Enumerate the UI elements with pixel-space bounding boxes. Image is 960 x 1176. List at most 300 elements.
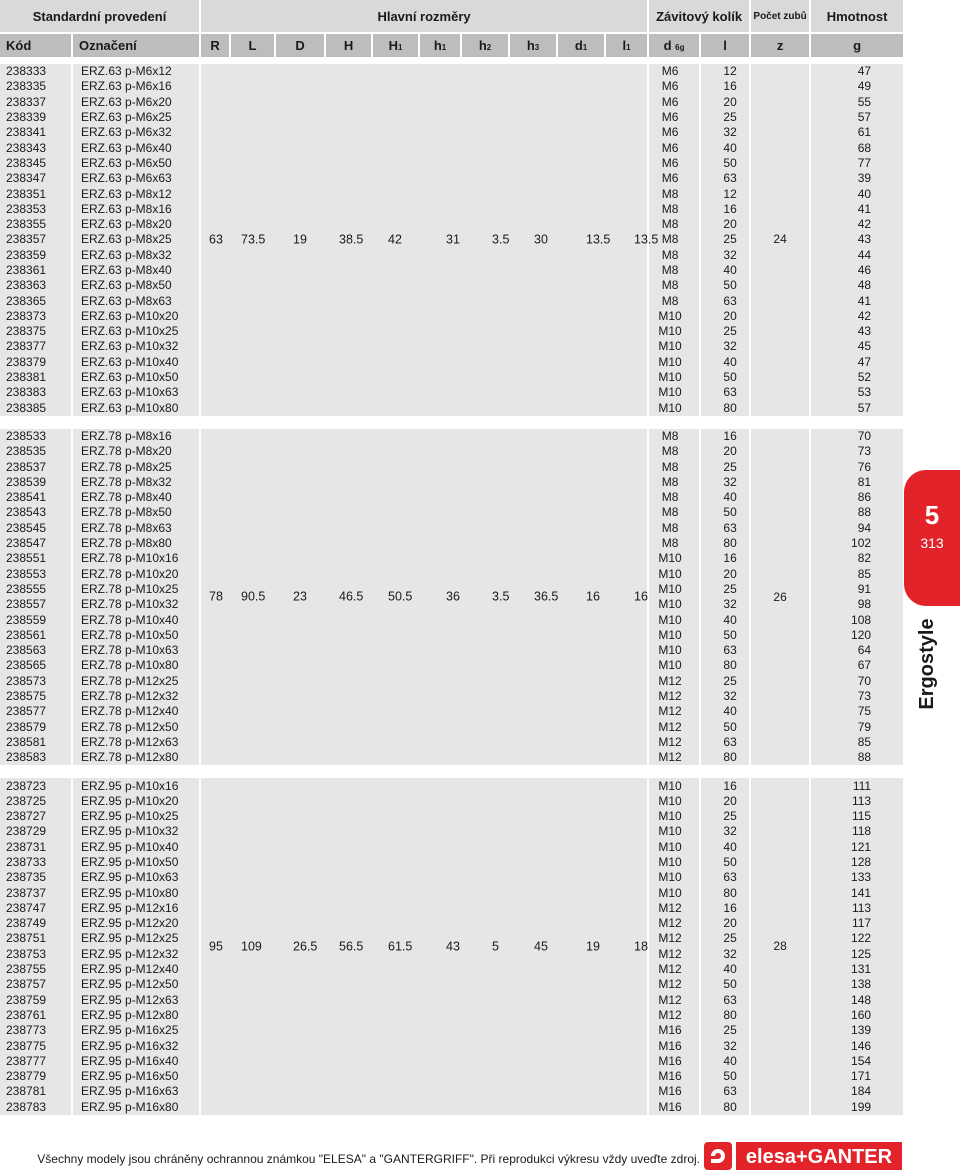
cell-code: 238731 [0, 840, 72, 855]
cell-weight: 48 [810, 278, 904, 293]
col-h1-header [419, 33, 461, 57]
dim-value: 23 [293, 589, 307, 604]
cell-thread-d: M12 [648, 719, 700, 734]
cell-thread-d: M6 [648, 156, 700, 171]
cell-code: 238761 [0, 1008, 72, 1023]
cell-weight: 75 [810, 704, 904, 719]
cell-weight: 57 [810, 110, 904, 125]
col-code-header: Kód [0, 33, 72, 57]
cell-weight: 70 [810, 429, 904, 444]
col-d1-main: d [574, 38, 583, 53]
table-row [0, 778, 904, 793]
cell-code: 238355 [0, 217, 72, 232]
dim-value: 63 [209, 232, 223, 247]
col-l1-header [605, 33, 648, 57]
cell-code: 238723 [0, 778, 72, 793]
col-R-header: R [200, 33, 230, 57]
cell-thread-d: M10 [648, 309, 700, 324]
cell-designation: ERZ.95 p-M12x40 [72, 962, 200, 977]
cell-designation: ERZ.78 p-M12x50 [72, 719, 200, 734]
cell-thread-d: M10 [648, 385, 700, 400]
cell-code: 238725 [0, 794, 72, 809]
cell-code: 238547 [0, 536, 72, 551]
dim-value: 30 [534, 232, 548, 247]
cell-designation: ERZ.63 p-M8x50 [72, 278, 200, 293]
cell-designation: ERZ.78 p-M10x20 [72, 567, 200, 582]
cell-thread-l: 40 [700, 355, 750, 370]
cell-code: 238573 [0, 674, 72, 689]
cell-weight: 111 [810, 778, 904, 793]
cell-weight: 128 [810, 855, 904, 870]
dim-value: 26.5 [293, 939, 318, 954]
cell-designation: ERZ.63 p-M8x20 [72, 217, 200, 232]
col-d-main: d [663, 38, 672, 53]
cell-code: 238579 [0, 719, 72, 734]
cell-designation: ERZ.95 p-M12x50 [72, 977, 200, 992]
logo-text: elesa+GANTER [745, 1146, 893, 1168]
cell-designation: ERZ.78 p-M8x16 [72, 429, 200, 444]
cell-thread-l: 50 [700, 505, 750, 520]
page-number: 313 [920, 535, 944, 551]
cell-designation: ERZ.63 p-M8x25 [72, 232, 200, 247]
cell-thread-d: M10 [648, 582, 700, 597]
cell-thread-l: 32 [700, 597, 750, 612]
cell-designation: ERZ.78 p-M8x50 [72, 505, 200, 520]
dim-value: 61.5 [388, 939, 413, 954]
cell-thread-d: M10 [648, 824, 700, 839]
col-g-header: g [810, 33, 904, 57]
dim-value: 13.5 [634, 232, 659, 247]
cell-code: 238545 [0, 521, 72, 536]
cell-weight: 141 [810, 885, 904, 900]
cell-weight: 122 [810, 931, 904, 946]
cell-designation: ERZ.78 p-M12x25 [72, 674, 200, 689]
cell-thread-d: M12 [648, 704, 700, 719]
cell-thread-d: M10 [648, 628, 700, 643]
cell-thread-d: M10 [648, 355, 700, 370]
cell-designation: ERZ.78 p-M10x80 [72, 658, 200, 673]
cell-thread-l: 20 [700, 95, 750, 110]
cell-thread-d: M8 [648, 536, 700, 551]
cell-thread-l: 50 [700, 855, 750, 870]
elesa-ganter-logo [704, 1141, 902, 1171]
cell-weight: 88 [810, 750, 904, 765]
cell-designation: ERZ.95 p-M12x80 [72, 1008, 200, 1023]
cell-thread-d: M16 [648, 1069, 700, 1084]
cell-designation: ERZ.78 p-M12x40 [72, 704, 200, 719]
cell-thread-l: 32 [700, 689, 750, 704]
cell-thread-d: M6 [648, 110, 700, 125]
cell-weight: 61 [810, 125, 904, 140]
cell-thread-l: 32 [700, 1038, 750, 1053]
footer-note: Všechny modely jsou chráněny ochrannou známkou "ELESA" a "GANTERGRIFF". Při reprodukci výkresu vždy uveďte zdroj. [37, 1152, 700, 1166]
cell-code: 238339 [0, 110, 72, 125]
cell-weight: 41 [810, 293, 904, 308]
cell-weight: 85 [810, 567, 904, 582]
cell-code: 238539 [0, 475, 72, 490]
cell-thread-d: M8 [648, 429, 700, 444]
cell-weight: 46 [810, 263, 904, 278]
cell-code: 238559 [0, 612, 72, 627]
cell-thread-d: M8 [648, 521, 700, 536]
cell-designation: ERZ.63 p-M6x32 [72, 125, 200, 140]
cell-designation: ERZ.95 p-M10x50 [72, 855, 200, 870]
cell-code: 238581 [0, 735, 72, 750]
cell-thread-l: 20 [700, 217, 750, 232]
cell-thread-d: M10 [648, 324, 700, 339]
cell-weight: 102 [810, 536, 904, 551]
cell-thread-d: M10 [648, 612, 700, 627]
table-body [0, 64, 904, 1115]
cell-thread-d: M16 [648, 1038, 700, 1053]
cell-code: 238375 [0, 324, 72, 339]
dim-value: 3.5 [492, 232, 510, 247]
col-h2-header [461, 33, 509, 57]
cell-weight: 199 [810, 1100, 904, 1115]
cell-thread-d: M10 [648, 643, 700, 658]
cell-thread-l: 20 [700, 567, 750, 582]
cell-thread-l: 63 [700, 293, 750, 308]
col-H1-header [372, 33, 419, 57]
cell-weight: 82 [810, 551, 904, 566]
cell-weight: 133 [810, 870, 904, 885]
cell-thread-l: 12 [700, 64, 750, 79]
cell-thread-d: M6 [648, 171, 700, 186]
cell-weight: 42 [810, 309, 904, 324]
cell-thread-d: M8 [648, 248, 700, 263]
cell-weight: 86 [810, 490, 904, 505]
cell-designation: ERZ.78 p-M8x63 [72, 521, 200, 536]
cell-code: 238735 [0, 870, 72, 885]
cell-thread-l: 32 [700, 947, 750, 962]
cell-thread-l: 16 [700, 79, 750, 94]
cell-designation: ERZ.78 p-M8x40 [72, 490, 200, 505]
col-desc-header: Označení [72, 33, 200, 57]
cell-designation: ERZ.95 p-M16x63 [72, 1084, 200, 1099]
cell-designation: ERZ.78 p-M12x63 [72, 735, 200, 750]
cell-designation: ERZ.63 p-M10x25 [72, 324, 200, 339]
col-l-header: l [700, 33, 750, 57]
cell-designation: ERZ.63 p-M8x63 [72, 293, 200, 308]
cell-thread-l: 16 [700, 901, 750, 916]
cell-code: 238357 [0, 232, 72, 247]
cell-thread-d: M8 [648, 490, 700, 505]
cell-thread-l: 12 [700, 186, 750, 201]
cell-code: 238365 [0, 293, 72, 308]
cell-thread-d: M6 [648, 125, 700, 140]
cell-weight: 47 [810, 355, 904, 370]
cell-weight: 40 [810, 186, 904, 201]
cell-thread-l: 80 [700, 536, 750, 551]
cell-designation: ERZ.63 p-M10x80 [72, 401, 200, 416]
cell-thread-l: 80 [700, 1100, 750, 1115]
cell-thread-l: 63 [700, 171, 750, 186]
cell-weight: 45 [810, 339, 904, 354]
cell-designation: ERZ.95 p-M16x25 [72, 1023, 200, 1038]
cell-thread-l: 63 [700, 521, 750, 536]
col-l1-sub: 1 [626, 43, 631, 52]
cell-thread-l: 63 [700, 643, 750, 658]
cell-weight: 146 [810, 1038, 904, 1053]
cell-designation: ERZ.78 p-M10x16 [72, 551, 200, 566]
cell-designation: ERZ.63 p-M6x16 [72, 79, 200, 94]
cell-weight: 41 [810, 202, 904, 217]
cell-designation: ERZ.63 p-M8x12 [72, 186, 200, 201]
cell-weight: 171 [810, 1069, 904, 1084]
dim-value: 78 [209, 589, 223, 604]
cell-code: 238561 [0, 628, 72, 643]
cell-code: 238541 [0, 490, 72, 505]
cell-weight: 85 [810, 735, 904, 750]
cell-code: 238727 [0, 809, 72, 824]
cell-thread-d: M10 [648, 370, 700, 385]
cell-code: 238737 [0, 885, 72, 900]
cell-designation: ERZ.63 p-M10x32 [72, 339, 200, 354]
cell-weight: 98 [810, 597, 904, 612]
cell-designation: ERZ.78 p-M8x25 [72, 459, 200, 474]
cell-designation: ERZ.95 p-M10x40 [72, 840, 200, 855]
header-gap [0, 57, 904, 64]
cell-thread-l: 40 [700, 1054, 750, 1069]
cell-code: 238335 [0, 79, 72, 94]
cell-designation: ERZ.78 p-M8x32 [72, 475, 200, 490]
cell-weight: 184 [810, 1084, 904, 1099]
dim-value: 43 [446, 939, 460, 954]
cell-weight: 76 [810, 459, 904, 474]
cell-thread-d: M12 [648, 735, 700, 750]
col-h2-sub: 2 [486, 43, 492, 52]
cell-designation: ERZ.63 p-M6x12 [72, 64, 200, 79]
main-dimensions-cell [200, 429, 648, 766]
cell-code: 238353 [0, 202, 72, 217]
cell-thread-d: M10 [648, 339, 700, 354]
dim-value: 56.5 [339, 939, 364, 954]
cell-weight: 91 [810, 582, 904, 597]
dim-value: 16 [634, 589, 648, 604]
cell-thread-d: M8 [648, 186, 700, 201]
cell-code: 238575 [0, 689, 72, 704]
chapter-tab [904, 470, 960, 606]
cell-weight: 88 [810, 505, 904, 520]
cell-thread-d: M8 [648, 505, 700, 520]
cell-code: 238351 [0, 186, 72, 201]
teeth-count-cell: 28 [750, 778, 810, 1115]
dim-value: 13.5 [586, 232, 611, 247]
cell-thread-d: M8 [648, 475, 700, 490]
group-separator [0, 765, 904, 778]
cell-weight: 138 [810, 977, 904, 992]
cell-thread-l: 80 [700, 401, 750, 416]
cell-thread-d: M12 [648, 931, 700, 946]
cell-thread-l: 16 [700, 429, 750, 444]
cell-designation: ERZ.95 p-M16x40 [72, 1054, 200, 1069]
cell-thread-l: 25 [700, 110, 750, 125]
cell-thread-d: M10 [648, 885, 700, 900]
cell-code: 238577 [0, 704, 72, 719]
cell-thread-d: M12 [648, 962, 700, 977]
cell-code: 238383 [0, 385, 72, 400]
cell-designation: ERZ.78 p-M10x63 [72, 643, 200, 658]
cell-code: 238729 [0, 824, 72, 839]
cell-thread-d: M16 [648, 1084, 700, 1099]
category-label: Ergostyle [916, 618, 938, 710]
cell-code: 238337 [0, 95, 72, 110]
cell-code: 238751 [0, 931, 72, 946]
cell-code: 238385 [0, 401, 72, 416]
cell-code: 238555 [0, 582, 72, 597]
cell-weight: 57 [810, 401, 904, 416]
cell-thread-d: M10 [648, 778, 700, 793]
cell-weight: 43 [810, 324, 904, 339]
cell-thread-d: M10 [648, 809, 700, 824]
header-column-row [0, 33, 904, 57]
teeth-count-cell: 24 [750, 64, 810, 416]
dim-value: 42 [388, 232, 402, 247]
cell-thread-l: 80 [700, 885, 750, 900]
group-separator [0, 416, 904, 429]
cell-designation: ERZ.78 p-M8x80 [72, 536, 200, 551]
cell-code: 238773 [0, 1023, 72, 1038]
cell-thread-d: M8 [648, 202, 700, 217]
cell-weight: 117 [810, 916, 904, 931]
cell-weight: 118 [810, 824, 904, 839]
cell-weight: 55 [810, 95, 904, 110]
cell-code: 238543 [0, 505, 72, 520]
dim-value: 50.5 [388, 589, 413, 604]
cell-code: 238565 [0, 658, 72, 673]
cell-thread-l: 16 [700, 778, 750, 793]
cell-thread-l: 50 [700, 156, 750, 171]
cell-thread-d: M10 [648, 597, 700, 612]
cell-thread-d: M6 [648, 95, 700, 110]
cell-code: 238345 [0, 156, 72, 171]
cell-weight: 79 [810, 719, 904, 734]
cell-weight: 139 [810, 1023, 904, 1038]
cell-thread-d: M8 [648, 232, 700, 247]
cell-thread-d: M6 [648, 79, 700, 94]
cell-thread-l: 40 [700, 490, 750, 505]
cell-thread-d: M10 [648, 658, 700, 673]
cell-thread-d: M10 [648, 401, 700, 416]
cell-thread-d: M8 [648, 444, 700, 459]
cell-weight: 43 [810, 232, 904, 247]
cell-thread-l: 50 [700, 370, 750, 385]
cell-weight: 44 [810, 248, 904, 263]
table-row [0, 64, 904, 79]
cell-designation: ERZ.95 p-M16x50 [72, 1069, 200, 1084]
cell-code: 238551 [0, 551, 72, 566]
cell-thread-d: M12 [648, 993, 700, 1008]
cell-designation: ERZ.95 p-M12x63 [72, 993, 200, 1008]
cell-code: 238557 [0, 597, 72, 612]
cell-weight: 42 [810, 217, 904, 232]
cell-designation: ERZ.63 p-M6x50 [72, 156, 200, 171]
cell-code: 238583 [0, 750, 72, 765]
group-thread-header: Závitový kolík [648, 0, 750, 33]
cell-thread-d: M10 [648, 855, 700, 870]
cell-weight: 67 [810, 658, 904, 673]
cell-code: 238733 [0, 855, 72, 870]
cell-code: 238379 [0, 355, 72, 370]
cell-designation: ERZ.63 p-M6x20 [72, 95, 200, 110]
col-d-header [648, 33, 700, 57]
cell-weight: 39 [810, 171, 904, 186]
cell-code: 238333 [0, 64, 72, 79]
main-dimensions-cell [200, 778, 648, 1115]
cell-code: 238783 [0, 1100, 72, 1115]
cell-designation: ERZ.63 p-M8x32 [72, 248, 200, 263]
cell-designation: ERZ.78 p-M12x32 [72, 689, 200, 704]
cell-thread-d: M10 [648, 567, 700, 582]
cell-weight: 120 [810, 628, 904, 643]
cell-designation: ERZ.63 p-M6x25 [72, 110, 200, 125]
cell-thread-l: 20 [700, 916, 750, 931]
main-dimensions-cell [200, 64, 659, 416]
cell-thread-d: M12 [648, 674, 700, 689]
cell-code: 238553 [0, 567, 72, 582]
col-h1-sub: 1 [441, 43, 447, 52]
cell-thread-d: M12 [648, 977, 700, 992]
col-z-header: z [750, 33, 810, 57]
cell-thread-l: 20 [700, 309, 750, 324]
cell-thread-d: M10 [648, 794, 700, 809]
chapter-number: 5 [924, 500, 940, 530]
cell-weight: 121 [810, 840, 904, 855]
cell-code: 238749 [0, 916, 72, 931]
cell-weight: 154 [810, 1054, 904, 1069]
dim-value: 19 [586, 939, 600, 954]
cell-thread-l: 80 [700, 658, 750, 673]
cell-code: 238781 [0, 1084, 72, 1099]
cell-thread-d: M10 [648, 840, 700, 855]
cell-designation: ERZ.63 p-M8x40 [72, 263, 200, 278]
cell-thread-d: M16 [648, 1023, 700, 1038]
cell-weight: 52 [810, 370, 904, 385]
cell-designation: ERZ.78 p-M12x80 [72, 750, 200, 765]
dim-value: 5 [492, 939, 499, 954]
dim-value: 73.5 [241, 232, 266, 247]
cell-designation: ERZ.63 p-M6x40 [72, 140, 200, 155]
cell-thread-l: 40 [700, 840, 750, 855]
cell-thread-l: 25 [700, 674, 750, 689]
cell-thread-d: M8 [648, 459, 700, 474]
cell-code: 238381 [0, 370, 72, 385]
cell-thread-l: 32 [700, 339, 750, 354]
cell-weight: 47 [810, 64, 904, 79]
cell-thread-d: M8 [648, 217, 700, 232]
cell-thread-l: 80 [700, 750, 750, 765]
cell-weight: 113 [810, 794, 904, 809]
cell-thread-l: 25 [700, 931, 750, 946]
cell-weight: 73 [810, 444, 904, 459]
cell-thread-l: 32 [700, 824, 750, 839]
cell-thread-d: M6 [648, 140, 700, 155]
cell-weight: 108 [810, 612, 904, 627]
cell-code: 238363 [0, 278, 72, 293]
cell-weight: 148 [810, 993, 904, 1008]
dim-value: 19 [293, 232, 307, 247]
cell-designation: ERZ.95 p-M16x80 [72, 1100, 200, 1115]
cell-designation: ERZ.95 p-M12x20 [72, 916, 200, 931]
cell-weight: 64 [810, 643, 904, 658]
cell-thread-d: M8 [648, 263, 700, 278]
col-h3-header [509, 33, 557, 57]
cell-code: 238759 [0, 993, 72, 1008]
cell-thread-d: M8 [648, 293, 700, 308]
teeth-count-cell: 26 [750, 429, 810, 766]
cell-thread-d: M16 [648, 1100, 700, 1115]
cell-thread-l: 25 [700, 459, 750, 474]
